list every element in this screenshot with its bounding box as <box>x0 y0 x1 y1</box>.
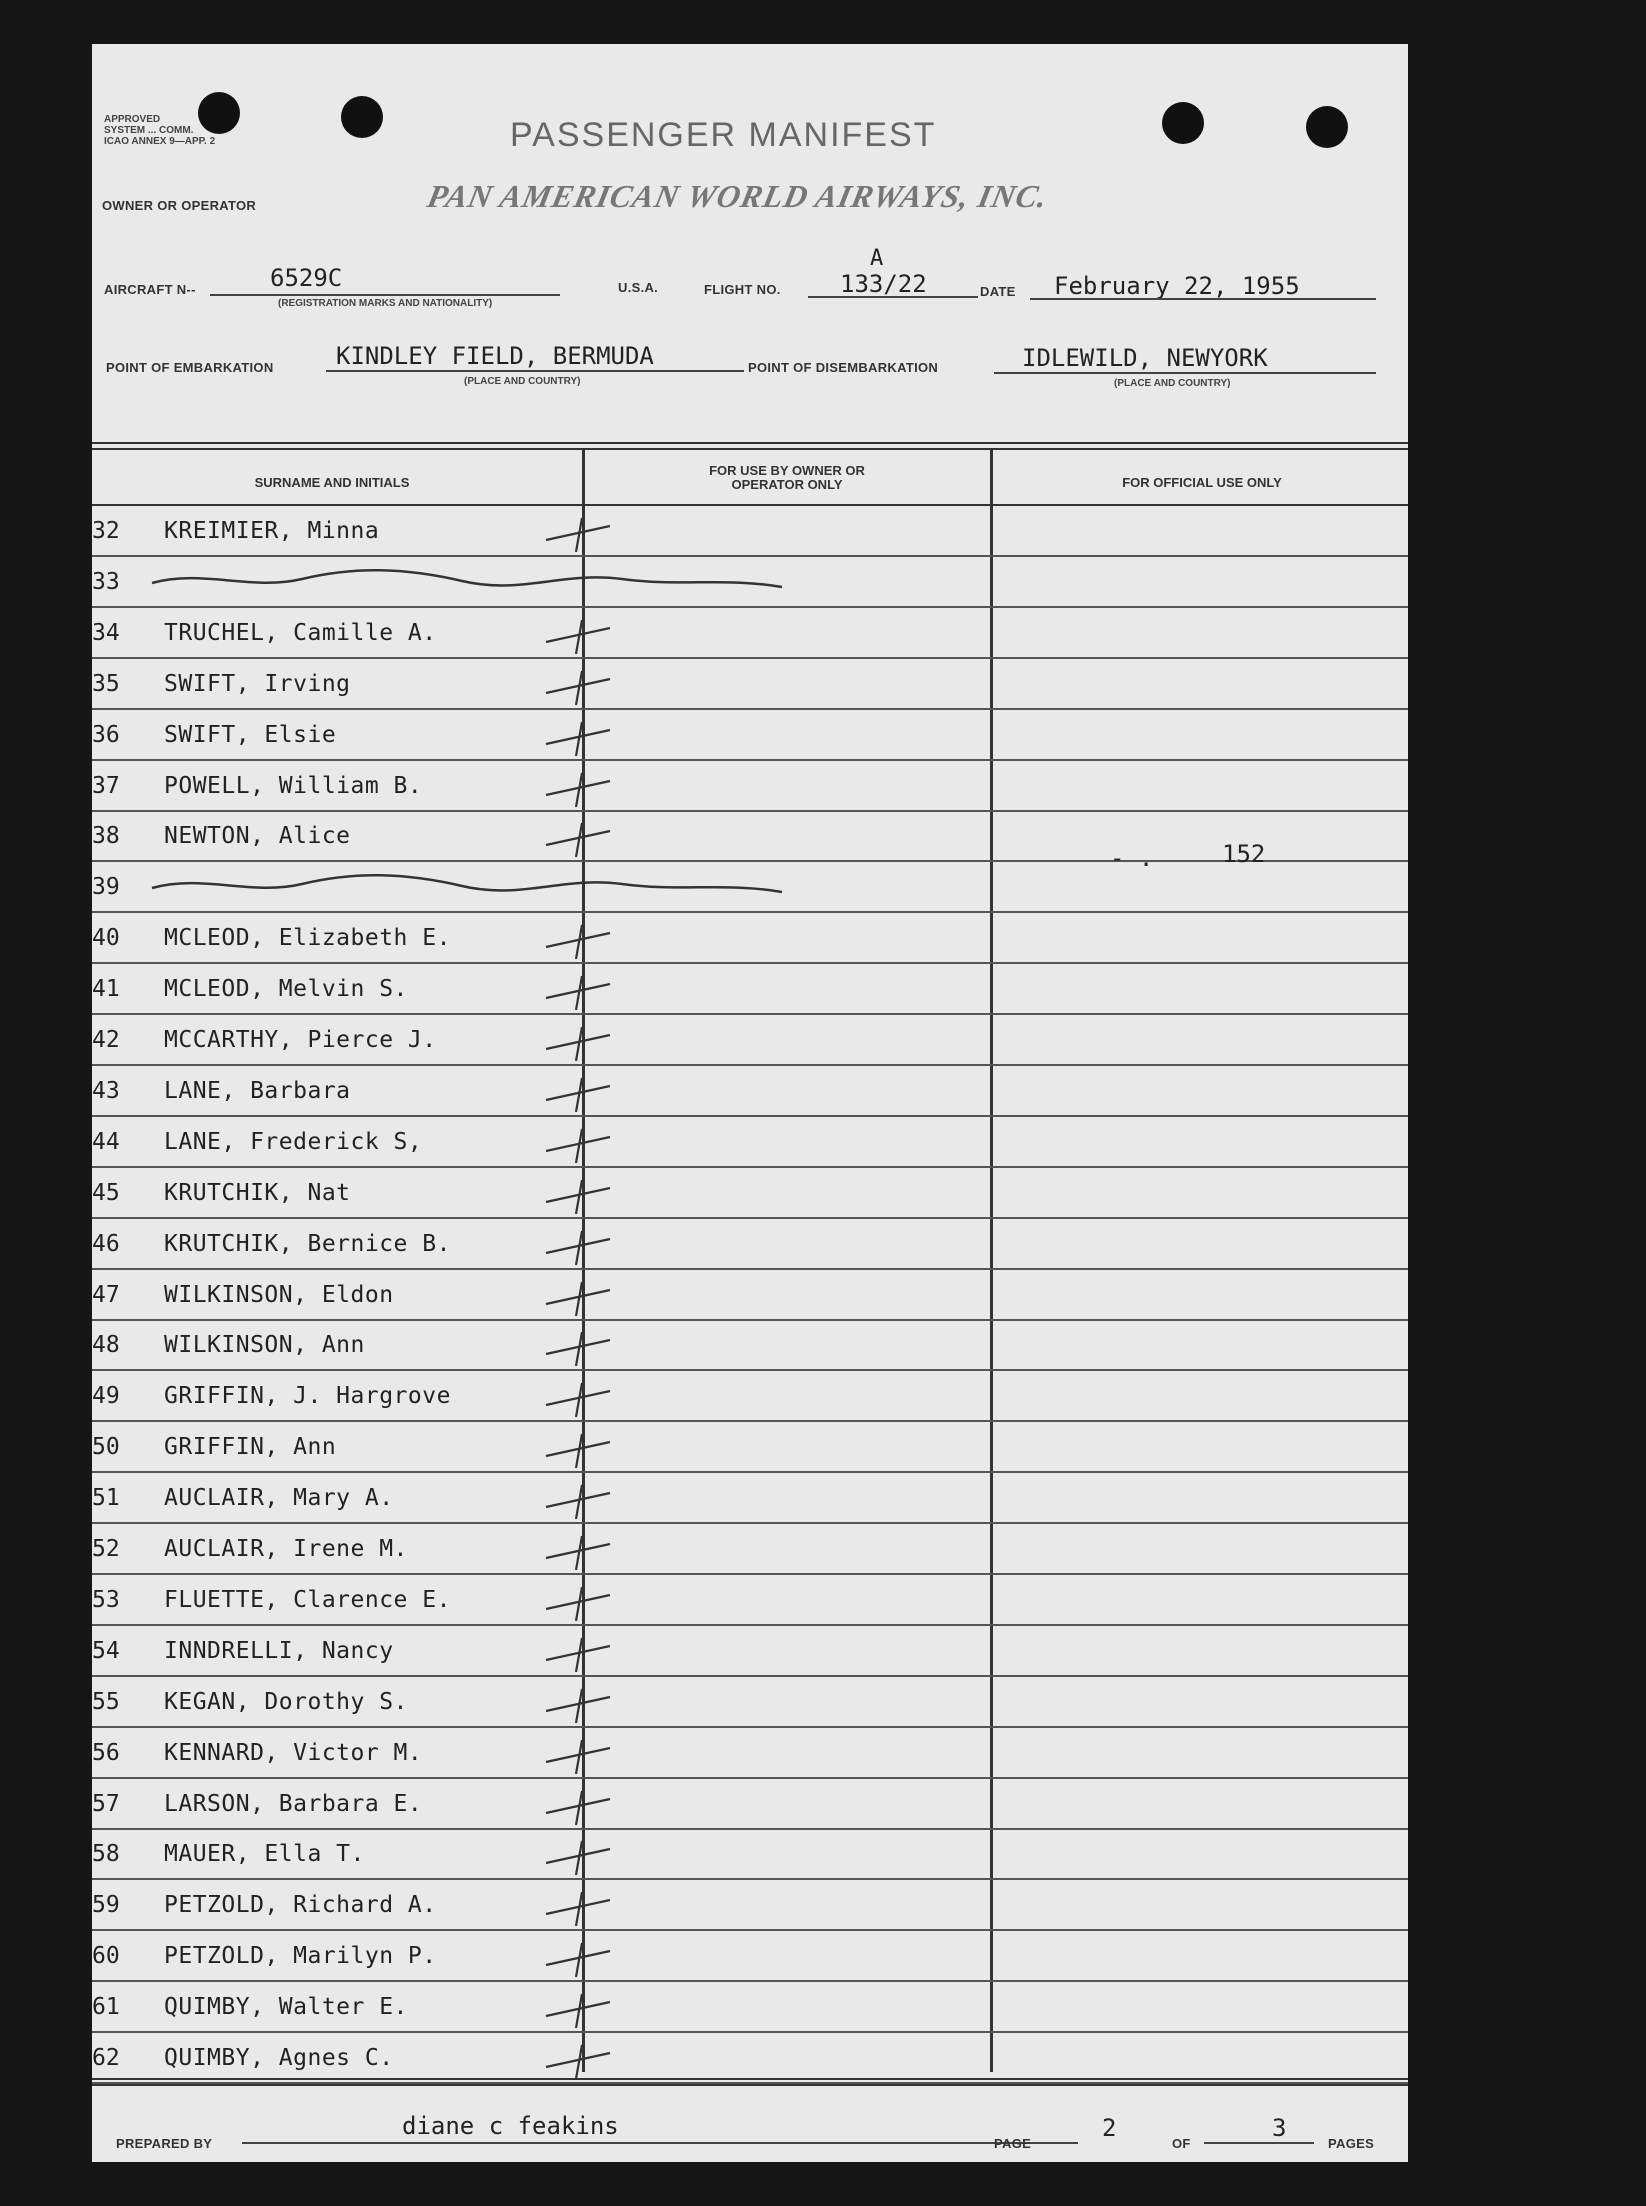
row-number: 44 <box>92 1128 120 1155</box>
row-number: 50 <box>92 1434 120 1461</box>
check-mark <box>542 665 622 705</box>
punch-hole <box>1306 106 1348 148</box>
passenger-name: SWIFT, Irving <box>164 670 351 697</box>
underline <box>1204 2142 1314 2144</box>
passenger-name: INNDRELLI, Nancy <box>164 1637 394 1664</box>
table-row <box>92 608 1408 659</box>
row-number: 43 <box>92 1077 120 1104</box>
passenger-name: TRUCHEL, Camille A. <box>164 619 437 646</box>
row-number: 39 <box>92 874 120 901</box>
row-number: 59 <box>92 1892 120 1919</box>
official-note: 152 <box>1222 840 1266 868</box>
table-row <box>92 913 1408 964</box>
passenger-name: AUCLAIR, Mary A. <box>164 1485 394 1512</box>
check-mark <box>542 1988 622 2028</box>
row-number: 61 <box>92 1994 120 2021</box>
row-number: 49 <box>92 1383 120 1410</box>
flight-suffix: A <box>870 246 884 271</box>
table-row <box>92 1779 1408 1830</box>
table-row <box>92 1117 1408 1168</box>
table-row <box>92 1880 1408 1931</box>
underline <box>1030 298 1376 300</box>
passenger-name: FLUETTE, Clarence E. <box>164 1586 451 1613</box>
passenger-name: KEGAN, Dorothy S. <box>164 1688 408 1715</box>
strike-mark <box>142 866 922 906</box>
passenger-name: POWELL, William B. <box>164 772 423 799</box>
row-number: 38 <box>92 823 120 850</box>
check-mark <box>542 1937 622 1977</box>
underline <box>242 2142 1078 2144</box>
row-number: 53 <box>92 1586 120 1613</box>
row-number: 36 <box>92 721 120 748</box>
punch-hole <box>1162 102 1204 144</box>
row-number: 52 <box>92 1536 120 1562</box>
check-mark <box>542 1123 622 1163</box>
column-header-owner-use: FOR USE BY OWNER OR OPERATOR ONLY <box>709 463 865 492</box>
table-row <box>92 811 1408 862</box>
aircraft-label: AIRCRAFT N-- <box>104 282 196 297</box>
table-row <box>92 710 1408 761</box>
row-number: 57 <box>92 1790 120 1817</box>
table-row <box>92 1270 1408 1321</box>
flight-label: FLIGHT NO. <box>704 282 781 297</box>
table-row <box>92 506 1408 557</box>
check-mark <box>542 1835 622 1875</box>
passenger-name: KRUTCHIK, Bernice B. <box>164 1230 451 1257</box>
passenger-table <box>92 442 1408 2107</box>
row-number: 56 <box>92 1739 120 1766</box>
table-row <box>92 1422 1408 1473</box>
passenger-name: PETZOLD, Marilyn P. <box>164 1943 437 1970</box>
prepared-by-label: PREPARED BY <box>116 2136 213 2151</box>
passenger-name: LANE, Barbara <box>164 1077 351 1104</box>
row-number: 62 <box>92 2045 120 2071</box>
row-number: 40 <box>92 925 120 952</box>
page-total: 3 <box>1272 2114 1287 2142</box>
table-row <box>92 1575 1408 1626</box>
passenger-name: MCCARTHY, Pierce J. <box>164 1027 437 1053</box>
row-number: 51 <box>92 1485 120 1512</box>
passenger-name: GRIFFIN, Ann <box>164 1434 337 1461</box>
approval-note <box>104 114 215 147</box>
page-number: 2 <box>1102 2114 1117 2142</box>
row-number: 45 <box>92 1179 120 1206</box>
check-mark <box>542 1072 622 1112</box>
row-number: 34 <box>92 619 120 646</box>
check-mark <box>542 1428 622 1468</box>
check-mark <box>542 1174 622 1214</box>
row-number: 55 <box>92 1688 120 1715</box>
date-label: DATE <box>980 284 1016 299</box>
check-mark <box>542 2039 622 2079</box>
pages-label: PAGES <box>1328 2136 1375 2151</box>
embarkation-point: KINDLEY FIELD, BERMUDA <box>336 342 654 370</box>
row-number: 47 <box>92 1281 120 1308</box>
check-mark <box>542 1225 622 1265</box>
check-mark <box>542 767 622 807</box>
passenger-name: KREIMIER, Minna <box>164 518 380 544</box>
check-mark <box>542 970 622 1010</box>
row-number: 33 <box>92 568 120 595</box>
disembarkation-point: IDLEWILD, NEWYORK <box>1022 344 1268 372</box>
row-number: 46 <box>92 1230 120 1257</box>
table-row <box>92 557 1408 608</box>
row-number: 41 <box>92 976 120 1003</box>
check-mark <box>542 1021 622 1061</box>
passenger-name: LANE, Frederick S, <box>164 1128 423 1155</box>
approval-line: ICAO ANNEX 9—APP. 2 <box>104 136 216 147</box>
passenger-name: QUIMBY, Agnes C. <box>164 2045 394 2071</box>
check-mark <box>542 1785 622 1825</box>
of-label: OF <box>1172 2136 1191 2151</box>
row-number: 35 <box>92 670 120 697</box>
table-row <box>92 1219 1408 1270</box>
check-mark <box>542 1581 622 1621</box>
usa-label: U.S.A. <box>618 280 659 295</box>
check-mark <box>542 1632 622 1672</box>
table-row <box>92 1473 1408 1524</box>
table-row <box>92 1626 1408 1677</box>
strike-mark <box>142 561 922 601</box>
column-header-surname: SURNAME AND INITIALS <box>254 475 410 490</box>
table-row <box>92 659 1408 710</box>
table-row <box>92 1015 1408 1066</box>
row-number: 60 <box>92 1943 120 1970</box>
row-number: 42 <box>92 1027 120 1053</box>
table-row <box>92 862 1408 913</box>
check-mark <box>542 1683 622 1723</box>
table-top-rule <box>92 448 1408 450</box>
passenger-name: KENNARD, Victor M. <box>164 1739 423 1766</box>
passenger-name: PETZOLD, Richard A. <box>164 1892 437 1919</box>
check-mark <box>542 1276 622 1316</box>
row-number: 32 <box>92 518 120 544</box>
passenger-name: GRIFFIN, J. Hargrove <box>164 1383 451 1410</box>
check-mark <box>542 1326 622 1366</box>
underline <box>210 294 560 296</box>
passenger-name: LARSON, Barbara E. <box>164 1790 423 1817</box>
page-title: PASSENGER MANIFEST <box>510 116 937 154</box>
table-row <box>92 1931 1408 1982</box>
passenger-name: KRUTCHIK, Nat <box>164 1179 351 1206</box>
disembarkation-label: POINT OF DISEMBARKATION <box>748 360 939 375</box>
table-row <box>92 1728 1408 1779</box>
table-row <box>92 761 1408 812</box>
row-number: 58 <box>92 1841 120 1868</box>
underline <box>994 372 1376 374</box>
manifest-sheet <box>92 44 1408 2162</box>
table-row <box>92 1829 1408 1880</box>
table-row <box>92 1371 1408 1422</box>
check-mark <box>542 817 622 857</box>
underline <box>808 296 978 298</box>
place-note: (PLACE AND COUNTRY) <box>1114 378 1231 389</box>
row-number: 54 <box>92 1637 120 1664</box>
table-bottom-rule <box>92 2084 1408 2086</box>
place-note: (PLACE AND COUNTRY) <box>464 376 581 387</box>
passenger-name: MCLEOD, Elizabeth E. <box>164 925 451 952</box>
passenger-name: QUIMBY, Walter E. <box>164 1994 408 2021</box>
check-mark <box>542 1886 622 1926</box>
prepared-by-name: diane c feakins <box>402 2112 619 2140</box>
table-top-rule <box>92 442 1408 444</box>
passenger-name: WILKINSON, Eldon <box>164 1281 394 1308</box>
passenger-name: MAUER, Ella T. <box>164 1841 365 1868</box>
flight-number: 133/22 <box>840 270 927 298</box>
check-mark <box>542 1530 622 1570</box>
approval-line: APPROVED <box>104 114 161 125</box>
column-header-official-use: FOR OFFICIAL USE ONLY <box>1122 475 1282 490</box>
table-row <box>92 1524 1408 1575</box>
airline-name: PAN AMERICAN WORLD AIRWAYS, INC. <box>424 178 1052 214</box>
check-mark <box>542 1734 622 1774</box>
check-mark <box>542 1377 622 1417</box>
table-bottom-rule <box>92 2078 1408 2080</box>
aircraft-number: 6529C <box>270 264 343 292</box>
table-row <box>92 1066 1408 1117</box>
registration-note: (REGISTRATION MARKS AND NATIONALITY) <box>278 298 493 309</box>
punch-hole <box>341 96 383 138</box>
check-mark <box>542 614 622 654</box>
row-number: 37 <box>92 772 120 799</box>
table-row <box>92 1320 1408 1371</box>
table-row <box>92 1677 1408 1728</box>
owner-label: OWNER OR OPERATOR <box>102 198 257 213</box>
check-mark <box>542 512 622 552</box>
table-row <box>92 2033 1408 2084</box>
passenger-name: AUCLAIR, Irene M. <box>164 1536 408 1562</box>
official-mark: - . <box>1110 844 1154 872</box>
passenger-name: MCLEOD, Melvin S. <box>164 976 408 1003</box>
passenger-name: WILKINSON, Ann <box>164 1332 365 1359</box>
flight-date: February 22, 1955 <box>1054 272 1300 300</box>
row-number: 48 <box>92 1332 120 1359</box>
embarkation-label: POINT OF EMBARKATION <box>106 360 274 375</box>
table-row <box>92 1982 1408 2033</box>
passenger-name: NEWTON, Alice <box>164 823 351 850</box>
page-label: PAGE <box>994 2136 1032 2151</box>
check-mark <box>542 1479 622 1519</box>
underline <box>326 370 744 372</box>
table-row <box>92 964 1408 1015</box>
table-row <box>92 1168 1408 1219</box>
check-mark <box>542 716 622 756</box>
passenger-name: SWIFT, Elsie <box>164 721 337 748</box>
approval-line: SYSTEM ... COMM. <box>104 125 194 136</box>
check-mark <box>542 919 622 959</box>
